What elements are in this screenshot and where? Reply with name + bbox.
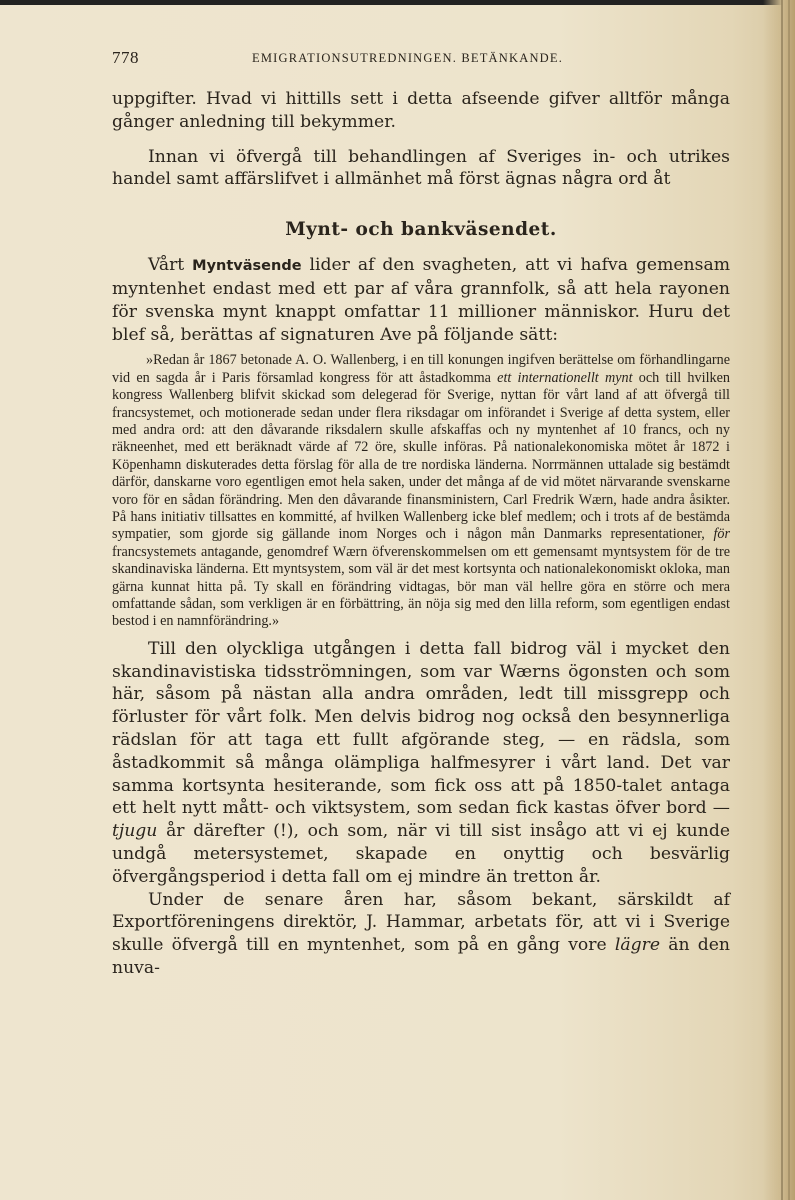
term-myntvasende: Myntväsende xyxy=(192,258,302,275)
page-body xyxy=(112,88,730,980)
page-number: 778 xyxy=(112,48,139,67)
block-quote: »Redan år 1867 betonade A. O. Wallenberg, i en till konungen ingifven berättelse om förhandlingarne vid en sagda år i Paris församlad kongress för att åstadkomma ett internationellt mynt och till hvilken kongress Wallenberg blifvit skickad som delegerad för Sverige, nyttan för vårt land af att öfvergå till francsystemet, och motionerade sedan under flera riksdagar om införandet i Sverige af detta system, eller med andra ord: att den dåvarande riksdalern skulle afskaffas och ny myntenhet af 10 francs, och ny räkneenhet, med ett beräknadt värde af 72 öre, skulle införas. På nationalekonomiska mötet år 1872 i Köpenhamn diskuterades detta förslag för alla de tre nordiska länderna. Norrmännen uttalade sig bestämdt därför, danskarne voro egentligen emot hela saken, under det många af de vid mötet närvarande svenskarne voro för en sådan förändring. Men den dåvarande finansministern, Carl Fredrik Wærn, hade andra åsikter. På hans initiativ tillsattes en kommitté, af hvilken Wallenberg icke blef medlem; och i trots af de bestämda sympatier, som gjorde sig gällande inom Norges och i någon mån Danmarks representationer, för francsystemets antagande, genomdref Wærn öfverenskommelsen om ett gemensamt myntsystem för de tre skandinaviska länderna. Ett myntsystem, som väl är det mest kortsynta och nationalekonomiskt okloka, man gärna kunnat hitta på. Ty skall en förändring vidtagas, bör man väl hellre göra en större och mera omfattande sådan, som verkligen är en förbättring, än nöja sig med den lilla reform, som egentligen endast bestod i en namnförändring.» xyxy=(112,352,730,630)
page-fold-line-2 xyxy=(788,0,790,1200)
page-gutter-shadow xyxy=(763,0,795,1200)
paragraph-myntvasende: Vårt Myntväsende lider af den svagheten, att vi hafva gemensam myntenhet endast med ett par af våra grannfolk, så att hela rayonen för svenska mynt knappt omfattar 11 millioner människor. Huru det blef så, berättas af signaturen Ave på följande sätt: xyxy=(112,255,730,345)
paragraph-olyckliga: Till den olyckliga utgången i detta fall bidrog väl i mycket den skandinavistiska tidsströmningen, som var Wærns ögonsten och som här, såsom på nästan alla andra områden, ledt till missgrepp och förluster för vårt folk. Men delvis bidrog nog också den besynnerliga rädslan för att taga ett fullt afgörande steg, — en rädsla, som åstadkommit så många olämpliga halfmesyrer i vårt land. Det var samma kortsynta hesiterande, som fick oss att på 1850-talet antaga ett helt nytt mått- och viktsystem, som sedan fick kastas öfver bord — tjugu år därefter (!), och som, när vi till sist insågo att vi ej kunde undgå metersystemet, skapade en onyttig och besvärlig öfvergångsperiod i detta fall om ej mindre än tretton år. xyxy=(112,638,730,887)
section-heading: Mynt- och bankväsendet. xyxy=(285,219,557,241)
top-edge xyxy=(0,0,795,5)
page-header xyxy=(112,48,732,72)
running-title: EMIGRATIONSUTREDNINGEN. BETÄNKANDE. xyxy=(252,51,564,65)
paragraph-under-de-senare: Under de senare åren har, såsom bekant, särskildt af Exportföreningens direktör, J. Hammar, arbetats för, att vi i Sverige skulle öfvergå till en myntenhet, som på en gång vore lägre än den nuva- xyxy=(112,889,730,979)
paragraph-intro: Innan vi öfvergå till behandlingen af Sveriges in- och utrikes handel samt affärslifvet i allmänhet må först ägnas några ord åt xyxy=(112,146,730,190)
paragraph-continuation: uppgifter. Hvad vi hittills sett i detta afseende gifver alltför många gånger anledning till bekymmer. xyxy=(112,89,730,132)
page-fold-line xyxy=(781,0,783,1200)
